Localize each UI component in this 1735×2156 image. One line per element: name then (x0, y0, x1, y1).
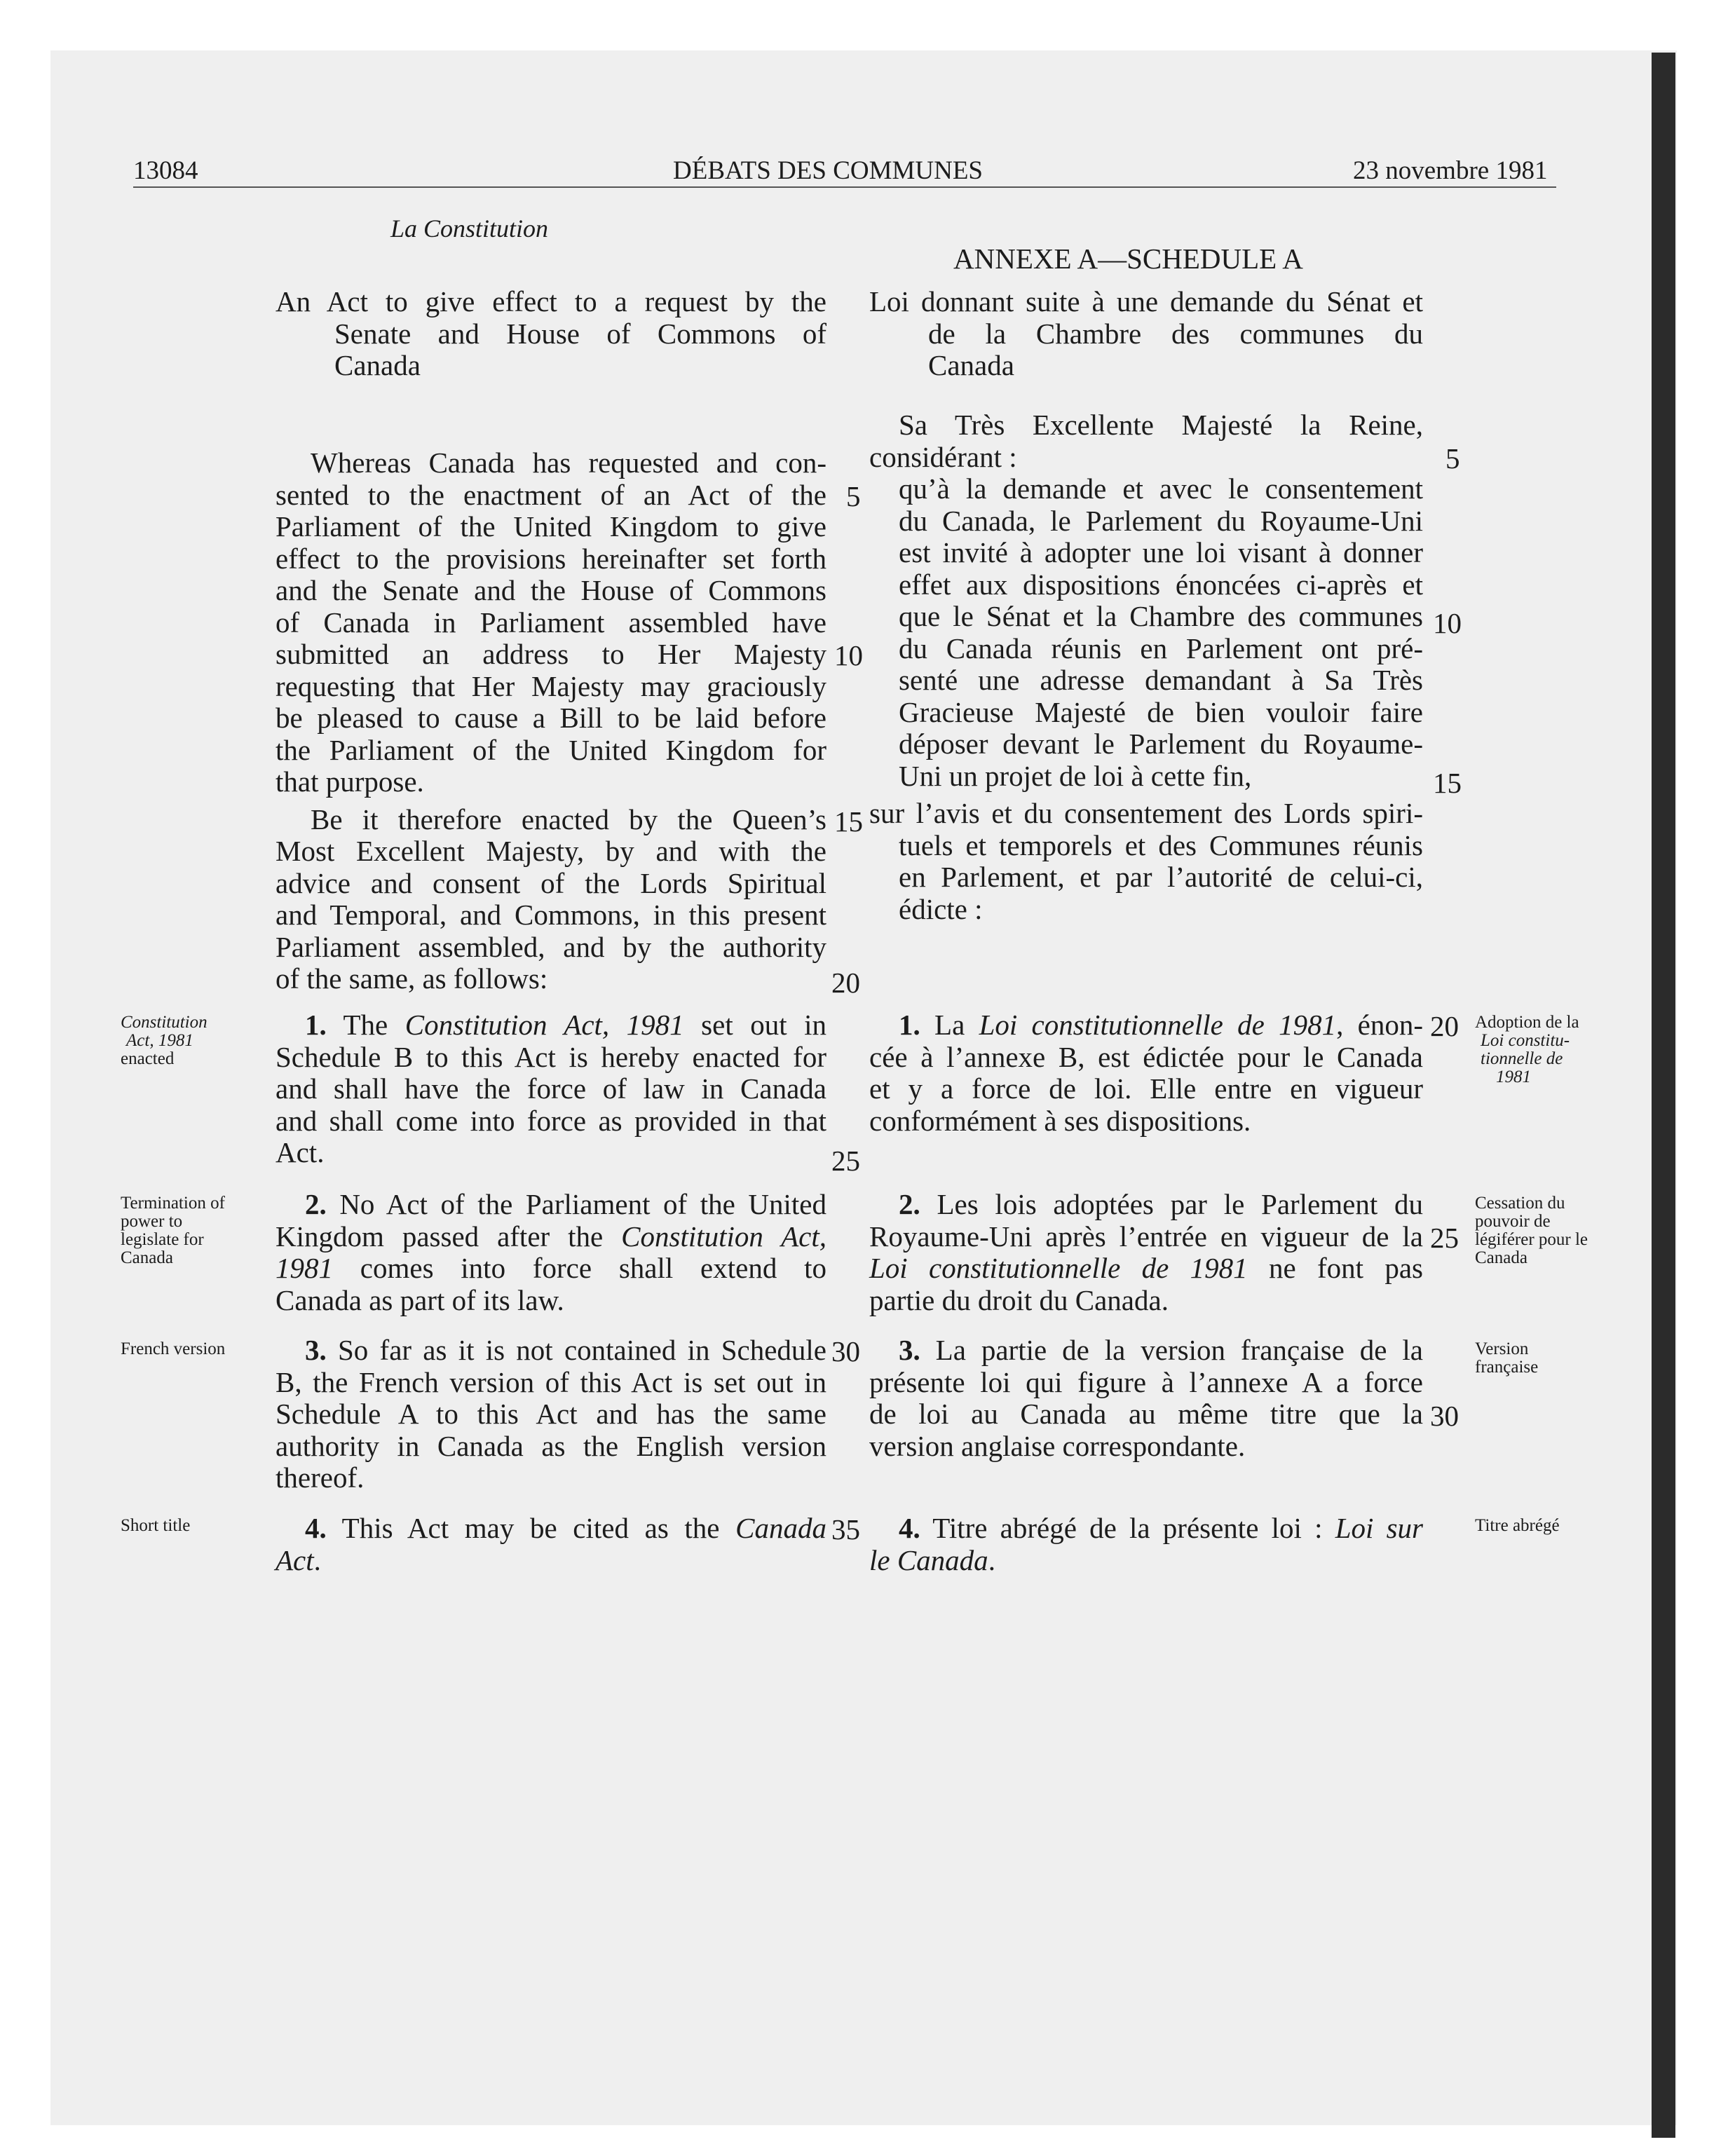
s4-text: . (313, 1543, 321, 1576)
whereas-line: Uni un projet de loi à cette fin, (899, 759, 1252, 792)
s4-text: . (988, 1543, 995, 1576)
s1-act-name: Constitution Act, 1981 (404, 1009, 684, 1041)
section-number: 2. (899, 1188, 920, 1220)
s3-text: La partie de la version française de la (920, 1334, 1423, 1366)
s3-line: thereof. (275, 1461, 365, 1494)
english-section-1 (275, 1009, 826, 1169)
section-number: 4. (305, 1512, 327, 1544)
margin-note-version-francaise: Version française (1475, 1339, 1539, 1377)
french-section-2 (869, 1189, 1423, 1316)
whereas-line: qu’à la demande et avec le consentement (899, 472, 1423, 505)
schedule-title: ANNEXE A—SCHEDULE A (953, 243, 1303, 275)
french-preamble (869, 409, 1423, 925)
line-number: 20 (1430, 1010, 1459, 1042)
s3-line: authority in Canada as the English version (275, 1429, 826, 1462)
english-preamble (275, 447, 826, 995)
section-number: 3. (305, 1334, 327, 1366)
enacting-line: Be it therefore enacted by the Queen’s (311, 803, 826, 835)
preamble-line: Parliament of the United Kingdom to give (275, 510, 826, 543)
s2-line: partie du droit du Canada. (869, 1283, 1169, 1316)
s2-act-year: 1981 (275, 1252, 333, 1284)
s1-line: cée à l’annexe B, est édictée pour le Canada (869, 1040, 1423, 1073)
s4-act-name: Act (275, 1543, 314, 1576)
s2-act-name: Loi constitutionnelle de 1981 (869, 1252, 1248, 1284)
french-section-1 (869, 1009, 1423, 1137)
s4-text: Titre abrégé de la présente loi : (920, 1512, 1335, 1544)
french-act-title (869, 286, 1423, 382)
whereas-line: du Canada réunis en Parlement ont pré- (899, 632, 1423, 664)
title-line: Canada (928, 349, 1014, 381)
s2-line: Canada as part of its law. (275, 1283, 564, 1316)
title-line: de la Chambre des communes du (928, 317, 1423, 350)
english-section-2 (275, 1189, 826, 1316)
s2-text: Kingdom passed after the (275, 1220, 622, 1253)
s4-act-name: Canada (735, 1512, 826, 1544)
preamble-line: effect to the provisions hereinafter set forth (275, 542, 826, 575)
enact-line: tuels et temporels et des Communes réunis (899, 828, 1423, 861)
s3-line: présente loi qui figure à l’annexe A a force (869, 1365, 1423, 1398)
line-number: 15 (1433, 767, 1462, 799)
s1-line: conformément à ses dispositions. (869, 1104, 1251, 1137)
s1-text: La (920, 1009, 979, 1041)
preamble-line: of Canada in Parliament assembled have (275, 606, 826, 639)
s2-text: comes into force shall extend to (333, 1252, 826, 1284)
s2-text: ne font pas (1247, 1252, 1423, 1284)
s3-line: de loi au Canada au même titre que la (869, 1398, 1423, 1430)
english-act-title (275, 286, 826, 382)
margin-note-termination-of-power: Termination of power to legislate for Canada (121, 1194, 225, 1267)
s1-line: and shall have the force of law in Canada (275, 1072, 826, 1105)
title-line: An Act to give effect to a request by the (275, 285, 826, 318)
section-number: 1. (899, 1009, 920, 1041)
enact-line: édicte : (899, 892, 983, 925)
enacting-line: advice and consent of the Lords Spiritual (275, 866, 826, 899)
line-number: 25 (1430, 1222, 1459, 1254)
s3-line: B, the French version of this Act is set out in (275, 1365, 826, 1398)
title-line: Canada (334, 349, 421, 381)
s1-text: The (326, 1009, 405, 1041)
intro-line: considérant : (869, 440, 1017, 473)
s1-line: Schedule B to this Act is hereby enacted for (275, 1040, 826, 1073)
margin-note-constitution-act-enacted: Constitution Act, 1981 enacted (121, 1013, 207, 1068)
line-number: 10 (834, 639, 863, 671)
section-number: 2. (305, 1188, 327, 1220)
whereas-line: que le Sénat et la Chambre des communes (899, 600, 1423, 632)
line-number: 30 (1430, 1400, 1459, 1432)
s1-text: , énon- (1336, 1009, 1423, 1041)
whereas-line: déposer devant le Parlement du Royaume- (899, 728, 1423, 760)
s1-line: Act. (275, 1136, 325, 1168)
english-section-4 (275, 1513, 826, 1576)
margin-note-adoption: Adoption de la Loi constitu- tionnelle de 1981 (1475, 1013, 1579, 1086)
preamble-line: and the Senate and the House of Commons (275, 574, 826, 606)
line-number: 25 (831, 1145, 860, 1177)
s2-text: No Act of the Parliament of the United (326, 1188, 826, 1220)
whereas-line: du Canada, le Parlement du Royaume-Uni (899, 504, 1423, 537)
header-rule (133, 186, 1556, 188)
s1-text: set out in (683, 1009, 826, 1041)
page-header-date: 23 novembre 1981 (1353, 156, 1548, 185)
margin-note-titre-abrege: Titre abrégé (1475, 1516, 1560, 1535)
page-number: 13084 (133, 156, 198, 185)
whereas-line: senté une adresse demandant à Sa Très (899, 664, 1423, 696)
s1-line: and shall come into force as provided in that (275, 1104, 826, 1137)
line-number: 15 (834, 805, 863, 838)
intro-line: Sa Très Excellente Majesté la Reine, (899, 409, 1423, 441)
preamble-line: submitted an address to Her Majesty (275, 638, 826, 670)
english-section-3 (275, 1335, 826, 1494)
enacting-line: Parliament assembled, and by the authority (275, 930, 826, 963)
preamble-line: the Parliament of the United Kingdom for (275, 733, 826, 766)
enacting-line: of the same, as follows: (275, 962, 548, 995)
margin-note-french-version: French version (121, 1339, 226, 1358)
line-number: 5 (846, 480, 861, 512)
section-number: 4. (899, 1512, 920, 1544)
enacting-line: Most Excellent Majesty, by and with the (275, 835, 826, 867)
margin-note-cessation: Cessation du pouvoir de légiférer pour le Canada (1475, 1194, 1588, 1267)
french-section-4 (869, 1513, 1423, 1576)
line-number: 20 (831, 967, 860, 999)
enact-line: en Parlement, et par l’autorité de celui-ci, (899, 861, 1423, 893)
s2-text: Les lois adoptées par le Parlement du (920, 1188, 1423, 1220)
preamble-line: that purpose. (275, 765, 424, 798)
title-line: Senate and House of Commons of (334, 317, 826, 350)
section-number: 3. (899, 1334, 920, 1366)
preamble-line: be pleased to cause a Bill to be laid before (275, 702, 826, 734)
preamble-line: sented to the enactment of an Act of the (275, 478, 826, 511)
enacting-line: and Temporal, and Commons, in this present (275, 899, 826, 931)
s3-line: Schedule A to this Act and has the same (275, 1398, 826, 1430)
s4-act-name: le Canada (869, 1543, 988, 1576)
s4-text: This Act may be cited as the (326, 1512, 736, 1544)
s3-text: So far as it is not contained in Schedule (326, 1334, 826, 1366)
preamble-line: requesting that Her Majesty may graciously (275, 669, 826, 702)
margin-note-short-title: Short title (121, 1516, 191, 1535)
s1-act-name: Loi constitutionnelle de 1981 (979, 1009, 1337, 1041)
s2-line: Royaume-Uni après l’entrée en vigueur de la (869, 1220, 1423, 1253)
scan-edge-bar (1652, 53, 1675, 2138)
whereas-line: est invité à adopter une loi visant à donner (899, 536, 1423, 568)
preamble-line: Whereas Canada has requested and con- (311, 446, 826, 479)
page-header-title: DÉBATS DES COMMUNES (673, 156, 984, 185)
s1-line: et y a force de loi. Elle entre en vigueur (869, 1072, 1423, 1105)
section-title: La Constitution (390, 214, 549, 243)
line-number: 5 (1445, 442, 1460, 475)
s2-act-name: Constitution Act, (621, 1220, 826, 1253)
line-number: 10 (1433, 607, 1462, 639)
whereas-line: Gracieuse Majesté de bien vouloir faire (899, 695, 1423, 728)
line-number: 30 (831, 1335, 860, 1367)
section-number: 1. (305, 1009, 327, 1041)
s4-act-name: Loi sur (1335, 1512, 1423, 1544)
title-line: Loi donnant suite à une demande du Sénat et (869, 285, 1423, 318)
line-number: 35 (831, 1513, 860, 1546)
whereas-line: effet aux dispositions énoncées ci-après et (899, 568, 1423, 601)
s3-line: version anglaise correspondante. (869, 1429, 1246, 1462)
french-section-3 (869, 1335, 1423, 1462)
enact-line: sur l’avis et du consentement des Lords spiri- (869, 797, 1423, 829)
